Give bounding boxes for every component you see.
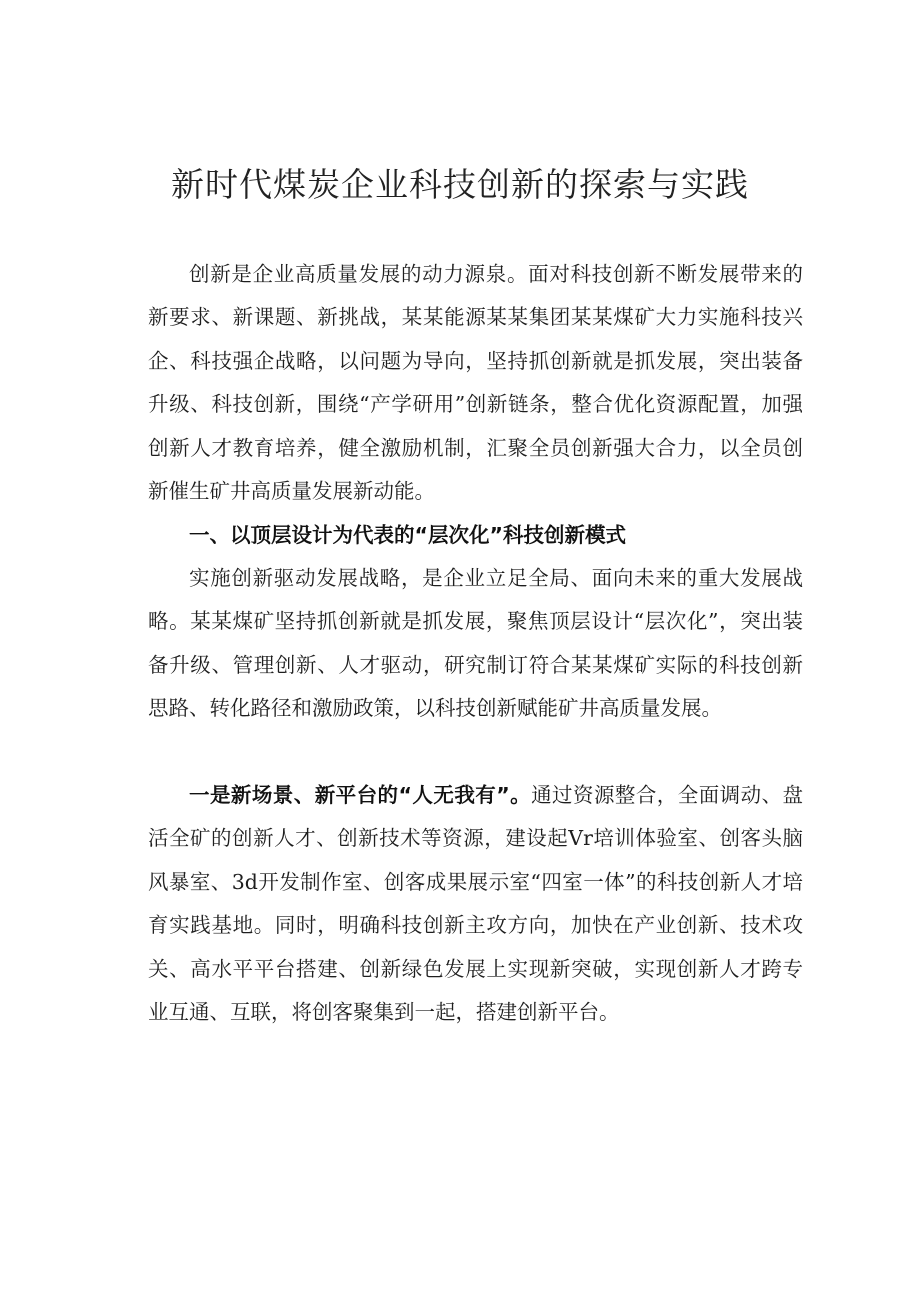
- intro-paragraph: 创新是企业高质量发展的动力源泉。面对科技创新不断发展带来的新要求、新课题、新挑战，某某能源某某集团某某煤矿大力实施科技兴企、科技强企战略，以问题为导向，坚持抓创新就是抓发展，突出装备升级、科技创新，围绕“产学研用”创新链条，整合优化资源配置，加强创新人才教育培养，健全激励机制，汇聚全员创新强大合力，以全员创新催生矿井高质量发展新动能。: [148, 262, 803, 504]
- section-heading: 一、以顶层设计为代表的“层次化”科技创新模式: [189, 523, 626, 547]
- point-one-paragraph: [148, 774, 803, 1034]
- section-paragraph: 实施创新驱动发展战略，是企业立足全局、面向未来的重大发展战略。某某煤矿坚持抓创新就是抓发展，聚焦顶层设计“层次化”，突出装备升级、管理创新、人才驱动，研究制订符合某某煤矿实际的科技创新思路、转化路径和激励政策，以科技创新赋能矿井高质量发展。: [148, 566, 803, 721]
- point-one-text: 通过资源整合，全面调动、盘活全矿的创新人才、创新技术等资源，建设起Vr培训体验室、创客头脑风暴室、3d开发制作室、创客成果展示室“四室一体”的科技创新人才培育实践基地。同时，明确科技创新主攻方向，加快在产业创新、技术攻关、高水平平台搭建、创新绿色发展上实现新突破，实现创新人才跨专业互通、互联，将创客聚集到一起，搭建创新平台。: [148, 783, 803, 1025]
- point-one-lead: 一是新场景、新平台的“人无我有”。: [189, 783, 532, 807]
- document-title: 新时代煤炭企业科技创新的探索与实践: [171, 165, 749, 204]
